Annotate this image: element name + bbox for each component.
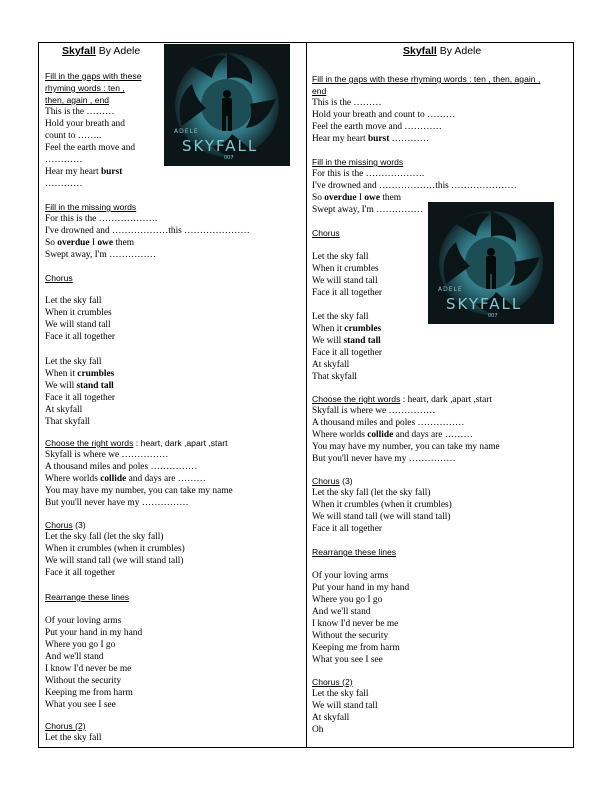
cover-logo: 007 <box>224 155 234 161</box>
lyric-line: When it crumbles <box>312 324 382 334</box>
lyric-line: Let the sky fall (let the sky fall) <box>312 488 431 498</box>
lyric-line: Let the sky fall <box>45 733 102 743</box>
right-gap-heading: end <box>312 86 327 96</box>
lyric-line: Swept away, I'm …………… <box>312 205 423 215</box>
left-title: Skyfall By Adele <box>62 45 141 57</box>
lyric-line: Without the security <box>45 676 122 686</box>
lyric-line: But you'll never have my …………… <box>312 454 456 464</box>
lyric-line: For this is the ………………. <box>312 169 425 179</box>
lyric-line: I know I'd never be me <box>312 619 399 629</box>
lyric-line: A thousand miles and poles …………… <box>45 462 198 472</box>
lyric-line: At skyfall <box>312 360 350 370</box>
right-choose-heading: Choose the right words : heart, dark ,apart ,start <box>312 394 493 405</box>
lyric-line: Put your hand in my hand <box>45 628 143 638</box>
skyfall-album-cover <box>164 44 290 166</box>
lyric-line: Where worlds collide and days are ……… <box>312 430 473 440</box>
lyric-line: Of your loving arms <box>312 571 389 581</box>
lyric-line: Face it all together <box>45 332 116 342</box>
lyric-line: Let the sky fall (let the sky fall) <box>45 532 164 542</box>
left-gap-heading: then, again , end <box>45 95 110 105</box>
left-chorus-heading: Chorus <box>45 273 73 283</box>
lyric-line: Where you go I go <box>45 640 116 650</box>
lyric-line: ………… <box>45 155 83 165</box>
right-rearrange-heading: Rearrange these lines <box>312 547 397 557</box>
lyric-line: Hold your breath and <box>45 119 125 129</box>
right-missing-heading: Fill in the missing words <box>312 157 404 167</box>
lyric-line: Without the security <box>312 631 389 641</box>
right-chorus-heading: Chorus <box>312 228 340 238</box>
lyric-line: Keeping me from harm <box>312 643 400 653</box>
lyric-line: We will stand tall <box>312 701 378 711</box>
left-chorus2-heading: Chorus (2) <box>45 721 86 731</box>
lyric-line: Hold your breath and count to ……… <box>312 110 456 120</box>
lyric-line: Face it all together <box>45 568 116 578</box>
lyric-line: So overdue I owe them <box>312 193 402 203</box>
cover-title: SKYFALL <box>182 137 259 155</box>
lyric-line: At skyfall <box>45 405 83 415</box>
lyric-line: Face it all together <box>312 288 383 298</box>
lyric-line: So overdue I owe them <box>45 238 135 248</box>
lyric-line: But you'll never have my …………… <box>45 498 189 508</box>
lyric-line: We will stand tall <box>312 276 378 286</box>
lyric-line: I've drowned and ………………this ………………… <box>312 181 517 191</box>
lyric-line: Hear my heart burst ………… <box>312 134 430 144</box>
lyric-line: This is the ……… <box>312 98 382 108</box>
lyric-line: Let the sky fall <box>45 357 102 367</box>
lyric-line: We will stand tall (we will stand tall) <box>45 556 184 566</box>
lyric-line: You may have my number, you can take my name <box>312 442 500 452</box>
left-rearrange-heading: Rearrange these lines <box>45 592 130 602</box>
right-chorus2-heading: Chorus (2) <box>312 677 353 687</box>
lyric-line: Swept away, I'm …………… <box>45 250 156 260</box>
lyric-line: And we'll stand <box>312 607 371 617</box>
lyric-line: count to …….. <box>45 131 102 141</box>
left-gap-heading: rhyming words : ten , <box>45 83 125 93</box>
lyric-line: Let the sky fall <box>312 252 369 262</box>
lyric-line: Of your loving arms <box>45 616 122 626</box>
lyric-line: Oh <box>312 725 324 735</box>
lyric-line: What you see I see <box>45 700 116 710</box>
lyric-line: Face it all together <box>312 348 383 358</box>
lyric-line: And we'll stand <box>45 652 104 662</box>
lyric-line: Let the sky fall <box>45 296 102 306</box>
lyric-line: I know I'd never be me <box>45 664 132 674</box>
cover-logo: 007 <box>488 313 498 319</box>
lyric-line: Put your hand in my hand <box>312 583 410 593</box>
lyric-line: Let the sky fall <box>312 312 369 322</box>
lyric-line: We will stand tall <box>45 381 114 391</box>
lyric-line: Skyfall is where we …………… <box>312 406 436 416</box>
lyric-line: Feel the earth move and <box>45 143 136 153</box>
lyric-line: Face it all together <box>45 393 116 403</box>
lyric-line: Where you go I go <box>312 595 383 605</box>
lyric-line: We will stand tall <box>312 336 381 346</box>
lyric-line: Hear my heart burst <box>45 167 123 177</box>
lyric-line: That skyfall <box>45 417 91 427</box>
lyric-line: Face it all together <box>312 524 383 534</box>
lyric-line: At skyfall <box>312 713 350 723</box>
cover-artist: ADELE <box>174 128 199 135</box>
lyric-line: Where worlds collide and days are ……… <box>45 474 206 484</box>
cover-artist: ADELE <box>438 286 463 293</box>
left-chorus3-heading: Chorus (3) <box>45 520 86 530</box>
left-choose-heading: Choose the right words : heart, dark ,apart ,start <box>45 438 228 448</box>
lyric-line: Feel the earth move and ………… <box>312 122 442 132</box>
lyric-line: When it crumbles <box>45 308 112 318</box>
right-gap-heading: Fill in the gaps with these rhyming words : ten , then, again , <box>312 74 541 84</box>
lyric-line: This is the ……… <box>45 107 115 117</box>
lyric-line: When it crumbles (when it crumbles) <box>312 500 452 510</box>
lyric-line: ………… <box>45 179 83 189</box>
lyric-line: You may have my number, you can take my name <box>45 486 233 496</box>
right-title: Skyfall By Adele <box>403 45 482 57</box>
lyric-line: Let the sky fall <box>312 689 369 699</box>
left-missing-heading: Fill in the missing words <box>45 202 137 212</box>
lyric-line: When it crumbles (when it crumbles) <box>45 544 185 554</box>
lyric-line: Skyfall is where we …………… <box>45 450 169 460</box>
right-chorus3-heading: Chorus (3) <box>312 476 353 486</box>
lyric-line: Keeping me from harm <box>45 688 133 698</box>
cover-title: SKYFALL <box>446 295 523 313</box>
lyric-line: We will stand tall (we will stand tall) <box>312 512 451 522</box>
lyric-line: When it crumbles <box>312 264 379 274</box>
left-gap-heading: Fill in the gaps with these <box>45 71 142 81</box>
lyric-line: For this is the ………………. <box>45 214 158 224</box>
lyric-line: When it crumbles <box>45 369 115 379</box>
skyfall-album-cover <box>428 202 554 324</box>
lyric-line: What you see I see <box>312 655 383 665</box>
lyric-line: We will stand tall <box>45 320 111 330</box>
lyric-line: A thousand miles and poles …………… <box>312 418 465 428</box>
lyric-line: I've drowned and ………………this ………………… <box>45 226 250 236</box>
lyric-line: That skyfall <box>312 372 358 382</box>
